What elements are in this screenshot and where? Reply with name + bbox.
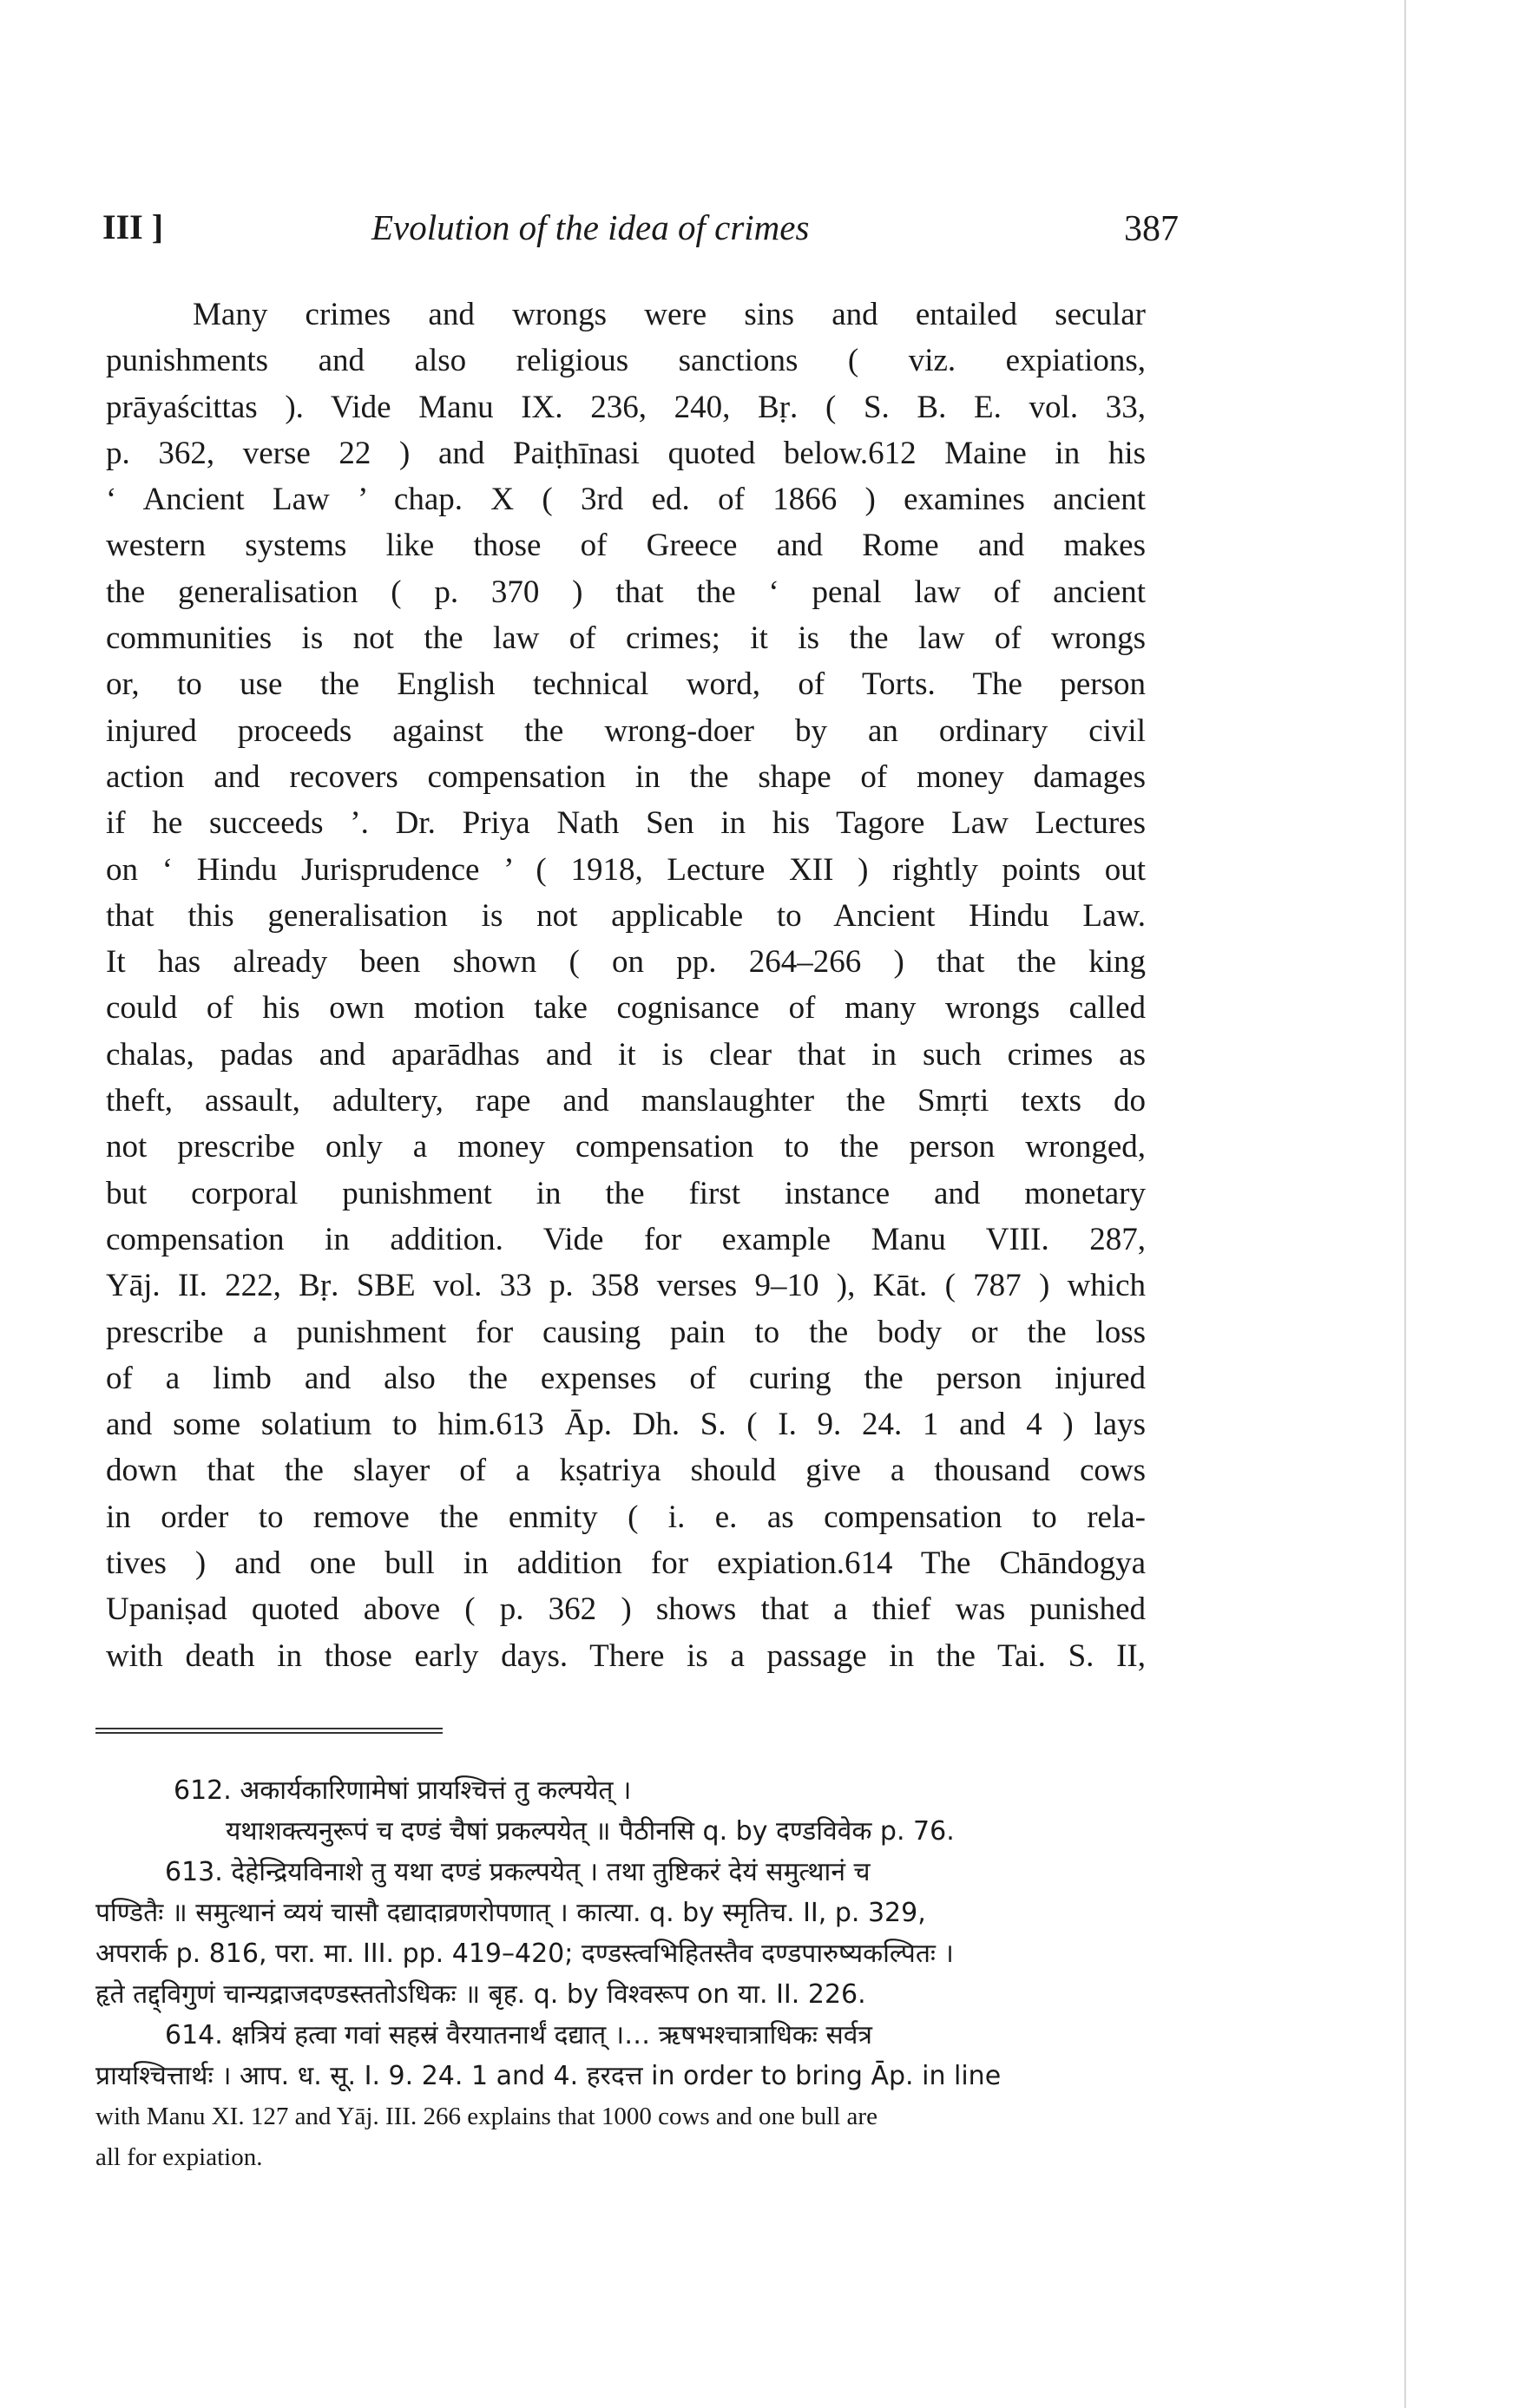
text-line: chalas, padas and aparādhas and it is clear that in such crimes as xyxy=(106,1036,1146,1073)
footnotes xyxy=(95,1770,1137,2178)
text-line: punishments and also religious sanctions ( viz. expiations, xyxy=(106,343,1146,379)
text-line: of a limb and also the expenses of curing the person injured xyxy=(106,1360,1146,1396)
body-text xyxy=(106,292,1146,1679)
running-title: Evolution of the idea of crimes xyxy=(371,207,810,247)
footnote-line: 612. अकार्यकारिणामेषां प्रायश्चित्तं तु कल्पयेत् । xyxy=(174,1775,632,1806)
text-line: ‘ Ancient Law ’ chap. X ( 3rd ed. of 1866 ) examines ancient xyxy=(106,482,1146,518)
text-line: action and recovers compensation in the shape of money damages xyxy=(106,758,1146,795)
footnote-line: 613. देहेन्द्रियविनाशे तु यथा दण्डं प्रकल्पयेत् । तथा तुष्टिकरं देयं समुत्थानं च xyxy=(165,1857,871,1887)
footnote-line: all for expiation. xyxy=(95,2143,263,2171)
footnote-line: हृते तद्द्विगुणं चान्यद्राजदण्डस्ततोऽधिकः ॥ बृह. q. by विश्वरूप on या. II. 226. xyxy=(95,1979,866,2010)
text-line: It has already been shown ( on pp. 264–266 ) that the king xyxy=(106,944,1146,981)
text-line: with death in those early days. There is a passage in the Tai. S. II, xyxy=(106,1637,1146,1674)
text-line: Upaniṣad quoted above ( p. 362 ) shows that a thief was punished xyxy=(106,1591,1146,1628)
footnote-line: 614. क्षत्रियं हत्वा गवां सहस्रं वैरयातनार्थं दद्यात् ।… ऋषभश्चात्राधिकः सर्वत्र xyxy=(165,2020,872,2050)
text-line: but corporal punishment in the first instance and monetary xyxy=(106,1175,1146,1211)
text-line: p. 362, verse 22 ) and Paiṭhīnasi quoted below.612 Maine in his xyxy=(106,435,1146,471)
text-line: on ‘ Hindu Jurisprudence ’ ( 1918, Lecture XII ) rightly points out xyxy=(106,851,1146,888)
footnote-line: अपरार्क p. 816, परा. मा. III. pp. 419–420; दण्डस्त्वभिहितस्तैव दण्डपारुष्यकल्पितः । xyxy=(95,1939,954,1969)
text-line: communities is not the law of crimes; it is the law of wrongs xyxy=(106,620,1146,657)
text-line: theft, assault, adultery, rape and manslaughter the Smṛti texts do xyxy=(106,1083,1146,1119)
text-line: prescribe a punishment for causing pain to the body or the loss xyxy=(106,1314,1146,1350)
text-line: injured proceeds against the wrong-doer by an ordinary civil xyxy=(106,712,1146,749)
text-line: tives ) and one bull in addition for expiation.614 The Chāndogya xyxy=(106,1545,1146,1582)
text-line: and some solatium to him.613 Āp. Dh. S. ( I. 9. 24. 1 and 4 ) lays xyxy=(106,1407,1146,1443)
text-line: or, to use the English technical word, of Torts. The person xyxy=(106,666,1146,703)
text-line: Yāj. II. 222, Bṛ. SBE vol. 33 p. 358 verses 9–10 ), Kāt. ( 787 ) which xyxy=(106,1268,1146,1304)
footnote-line: प्रायश्चित्तार्थः । आप. ध. सू. I. 9. 24. 1 and 4. हरदत्त in order to bring Āp. in line xyxy=(95,2061,1002,2091)
text-line: prāyaścittas ). Vide Manu IX. 236, 240, Bṛ. ( S. B. E. vol. 33, xyxy=(106,389,1146,425)
footnote-line: पण्डितैः ॥ समुत्थानं व्ययं चासौ दद्यादाव्रणरोपणात् । कात्या. q. by स्मृतिच. II, p. 329, xyxy=(95,1898,926,1928)
footnote-separator xyxy=(95,1728,443,1736)
text-line: down that the slayer of a kṣatriya should give a thousand cows xyxy=(106,1453,1146,1489)
page-edge-line xyxy=(1404,0,1406,2408)
page-header xyxy=(102,207,1179,259)
text-line: that this generalisation is not applicable to Ancient Hindu Law. xyxy=(106,897,1146,934)
text-line: western systems like those of Greece and Rome and makes xyxy=(106,528,1146,564)
page-number: 387 xyxy=(1124,209,1179,249)
text-line: not prescribe only a money compensation to the person wronged, xyxy=(106,1129,1146,1165)
text-line: could of his own motion take cognisance of many wrongs called xyxy=(106,990,1146,1027)
text-line: in order to remove the enmity ( i. e. as compensation to rela- xyxy=(106,1499,1146,1535)
text-line: if he succeeds ’. Dr. Priya Nath Sen in his Tagore Law Lectures xyxy=(106,805,1146,842)
text-line: compensation in addition. Vide for example Manu VIII. 287, xyxy=(106,1221,1146,1257)
chapter-number: III ] xyxy=(102,207,164,246)
text-line: Many crimes and wrongs were sins and entailed secular xyxy=(193,297,1146,332)
footnote-line: with Manu XI. 127 and Yāj. III. 266 explains that 1000 cows and one bull are xyxy=(95,2103,877,2130)
text-line: the generalisation ( p. 370 ) that the ‘ penal law of ancient xyxy=(106,574,1146,610)
footnote-line: यथाशक्त्यनुरूपं च दण्डं चैषां प्रकल्पयेत् ॥ पैठीनसि q. by दण्डविवेक p. 76. xyxy=(226,1816,955,1847)
